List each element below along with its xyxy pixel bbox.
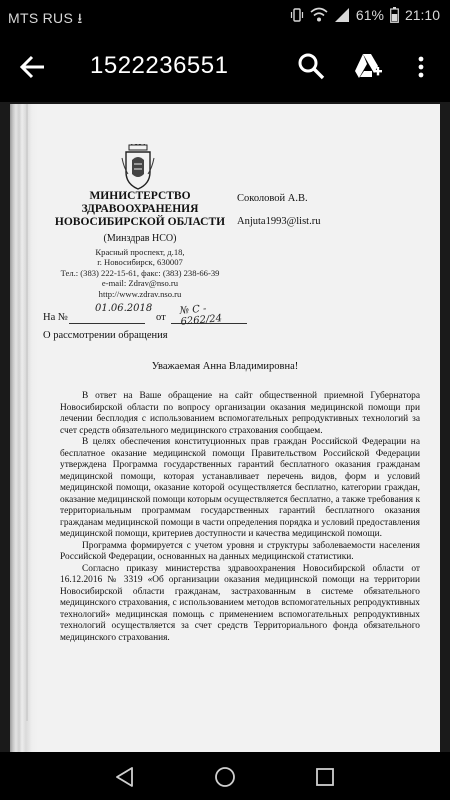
app-bar [0, 32, 450, 102]
reg-date-label: от [156, 312, 166, 323]
add-to-drive-icon[interactable] [352, 51, 384, 83]
carrier-label [8, 8, 83, 32]
search-icon[interactable] [296, 51, 326, 81]
address-street: Красный проспект, д.18, [95, 247, 185, 257]
ministry-line-1: МИНИСТЕРСТВО [89, 190, 191, 202]
handwritten-date: 01.06.2018 [95, 303, 153, 314]
page-spine-shadow [10, 104, 38, 800]
address-email: e-mail: Zdrav@nso.ru [101, 278, 179, 289]
ministry-name [40, 190, 240, 245]
ministry-line-3: НОВОСИБИРСКОЙ ОБЛАСТИ [54, 216, 226, 228]
body-paragraph: Согласно приказу министерства здравоохранения Новосибирской области от 16.12.2016 № 3319 «Об организации оказания медицинской помощи на территории Новосибирской области гражданам, застрахованным в системе обязательного медицинского страхования, с использованием методов вспомогательных репродуктивных технологий» медицинская помощь с применением вспомогательных репродуктивных технологий осуществляется за счет средств Территориального фонда обязательного медицинского страхования. [60, 563, 420, 643]
status-bar [0, 0, 450, 32]
letter-subject: О рассмотрении обращения [43, 330, 168, 341]
battery-percent: 61% [355, 7, 384, 23]
file-title: 1522236551 [90, 52, 229, 79]
address-website: http://www.zdrav.nso.ru [98, 288, 182, 299]
recipient-name: Соколовой А.В. [237, 193, 308, 204]
reg-number-label: На № [43, 312, 68, 323]
address-city: г. Новосибирск, 630007 [97, 257, 183, 268]
address-phone: Тел.: (383) 222-15-61, факс: (383) 238-66-39 [60, 267, 220, 278]
carrier-name: MTS RUS [8, 10, 74, 26]
system-nav-bar [0, 752, 450, 800]
letter-body [60, 391, 420, 644]
page-spine-shadow [10, 721, 38, 752]
next-document-page [10, 721, 440, 752]
clock: 21:10 [404, 7, 440, 23]
body-paragraph: В целях обеспечения конституционных прав граждан Российской Федерации на бесплатное оказание медицинской помощи Правительством Российской Федерации утверждена Программа государственных гарантий бесплатного оказания гражданам медицинской помощи, которая устанавливает перечень видов, форм и условий медицинской помощи, оказание которой осуществляется бесплатно, категории граждан, оказание медицинской помощи которым осуществляется бесплатно, а также требования к территориальным программам государственных гарантий бесплатного оказания гражданам медицинской помощи в части определения порядка и условий предоставления медицинской помощи, критериев доступности и качества медицинской помощи. [60, 437, 420, 539]
recipient-email: Anjuta1993@list.ru [237, 216, 321, 227]
body-paragraph: В ответ на Ваше обращение на сайт общественной приемной Губернатора Новосибирской области по вопросу организации оказания медицинской помощи при лечении бесплодия с использованием вспомогательных репродуктивных технологий за счет средств обязательного медицинского страхования сообщаем. [60, 391, 420, 436]
recipient-block [237, 192, 320, 228]
wifi-icon [310, 7, 328, 23]
nav-recents-icon[interactable] [314, 766, 336, 788]
ministry-line-2: ЗДРАВООХРАНЕНИЯ [81, 203, 199, 215]
coat-of-arms-emblem [120, 144, 156, 190]
document-viewer[interactable] [0, 102, 450, 752]
more-vert-icon[interactable] [414, 51, 428, 83]
ministry-short-name: (Минздрав НСО) [103, 233, 177, 244]
body-paragraph: Программа формируется с учетом уровня и структуры заболеваемости населения Российской Федерации, основанных на данных медицинской статистики. [60, 540, 420, 562]
nav-home-icon[interactable] [214, 766, 236, 788]
nav-back-icon[interactable] [114, 766, 136, 788]
handwritten-number: № С - 6262/24 [179, 303, 223, 328]
registration-line [43, 303, 243, 328]
signal-icon [334, 7, 350, 23]
battery-icon [390, 7, 399, 23]
document-page [10, 104, 440, 800]
back-arrow-icon[interactable] [18, 52, 48, 82]
vibrate-icon [290, 7, 304, 23]
reg-number-underline [69, 323, 145, 324]
status-icons [290, 7, 440, 23]
download-icon: ⭳ [77, 10, 83, 26]
letter-salutation: Уважаемая Анна Владимировна! [151, 361, 299, 372]
page-spine-line [26, 104, 28, 800]
ministry-address [40, 247, 240, 299]
